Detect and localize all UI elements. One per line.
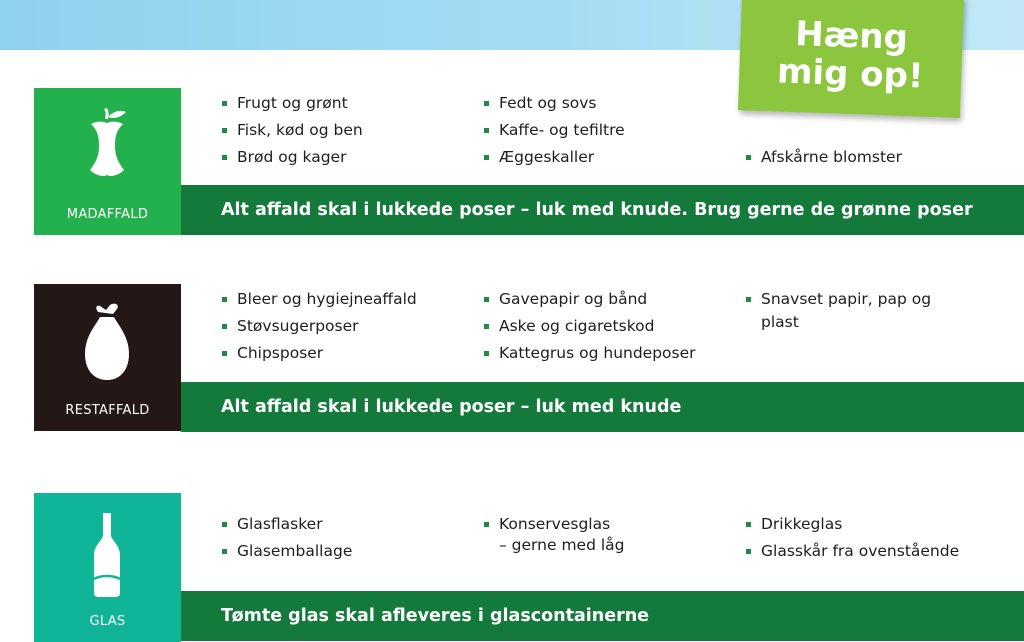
list-item: Aske og cigaretskod [482,313,732,340]
sticker-line-2: mig op! [776,51,925,97]
apple-core-icon [34,88,181,198]
list-item: Glasflasker [220,511,470,538]
section-madaffald [0,88,1024,235]
glas-label: GLAS [89,614,126,629]
madaffald-column-2 [482,90,732,171]
restaffald-tile [34,284,181,431]
section-glas [0,493,1024,642]
madaffald-column-1 [220,90,470,171]
bottle-icon [34,493,181,603]
list-item: Afskårne blomster [744,144,1014,171]
list-item: Brød og kager [220,144,470,171]
list-item: Glasemballage [220,538,470,565]
glas-column-3 [744,511,1014,565]
restaffald-column-2 [482,286,732,367]
list-item: Støvsugerposer [220,313,470,340]
trash-bag-icon [34,284,181,394]
list-item: Æggeskaller [482,144,732,171]
list-item-continuation: plast [761,313,799,331]
madaffald-instruction-text: Alt affald skal i lukkede poser – luk med knude. Brug gerne de grønne poser [221,200,973,220]
restaffald-column-1 [220,286,470,367]
section-restaffald [0,284,1024,431]
list-item: Glasskår fra ovenstående [744,538,1014,565]
restaffald-instruction-text: Alt affald skal i lukkede poser – luk med knude [221,397,682,417]
madaffald-tile [34,88,181,235]
list-item: Kaffe- og tefiltre [482,117,732,144]
glas-instruction-text: Tømte glas skal afleveres i glascontainerne [221,606,650,626]
madaffald-label: MADAFFALD [66,207,149,222]
list-item: Drikkeglas [744,511,1014,538]
list-item: Kattegrus og hundeposer [482,340,732,367]
madaffald-column-3 [744,144,1014,171]
list-item: Snavset papir, pap og [744,286,1014,313]
list-item: Fisk, kød og ben [220,117,470,144]
list-item: Bleer og hygiejneaffald [220,286,470,313]
restaffald-instruction-bar [181,382,1024,432]
list-item: Gavepapir og bånd [482,286,732,313]
restaffald-label: RESTAFFALD [65,403,150,418]
sticker-line-1: Hæng [794,14,909,58]
list-item: Konservesglas [482,511,732,538]
glas-instruction-bar [181,591,1024,641]
list-item: Frugt og grønt [220,90,470,117]
glas-column-1 [220,511,470,565]
list-item-note: – gerne med låg [499,536,625,554]
restaffald-column-3 [744,286,1014,336]
list-item: Chipsposer [220,340,470,367]
glas-tile [34,493,181,642]
glas-column-2 [482,511,732,555]
madaffald-instruction-bar [181,185,1024,235]
list-item: Fedt og sovs [482,90,732,117]
